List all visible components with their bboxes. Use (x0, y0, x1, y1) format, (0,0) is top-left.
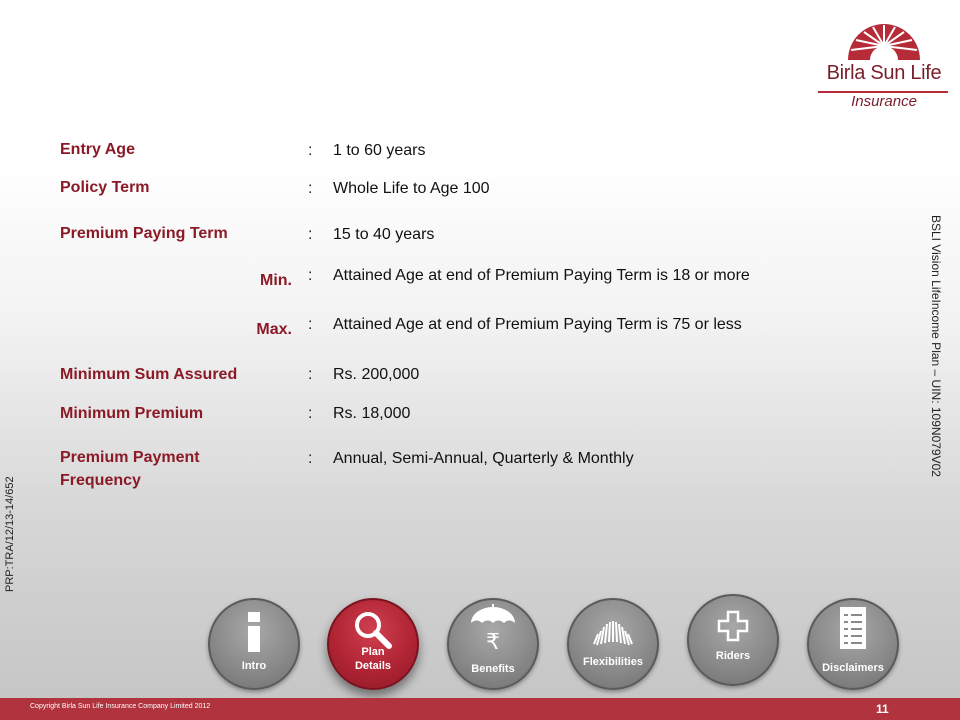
prp-side-text: PRP:TRA/12/13-14/652 (4, 476, 16, 592)
logo-sub-text: Insurance (851, 93, 917, 110)
detail-value: Rs. 18,000 (333, 405, 411, 422)
nav-flexibilities-label: Flexibilities (583, 656, 643, 668)
detail-value: 15 to 40 years (333, 226, 435, 243)
umbrella-rupee-icon (449, 606, 537, 653)
plus-icon (689, 604, 777, 648)
info-icon (210, 610, 298, 654)
detail-label: Min. (260, 272, 292, 289)
document-icon (809, 606, 897, 650)
detail-value: Rs. 200,000 (333, 366, 420, 383)
detail-value: Annual, Semi-Annual, Quarterly & Monthly (333, 450, 634, 467)
detail-label: Entry Age (60, 141, 135, 158)
nav-intro-button[interactable] (208, 598, 300, 690)
detail-value: Attained Age at end of Premium Paying Term is 75 or less (333, 316, 742, 333)
nav-intro-label: Intro (241, 660, 267, 672)
detail-colon: : (308, 366, 313, 383)
detail-colon: : (308, 450, 313, 467)
nav-benefits-button[interactable] (447, 598, 539, 690)
nav-disclaimers-button[interactable] (807, 598, 899, 690)
detail-colon: : (308, 405, 313, 422)
page-number: 11 (876, 702, 889, 716)
detail-label-line2: Frequency (60, 472, 141, 489)
detail-label: Policy Term (60, 179, 150, 196)
logo-brand-text: Birla Sun Life (826, 62, 942, 84)
detail-value: Whole Life to Age 100 (333, 180, 490, 197)
detail-colon: : (308, 142, 313, 159)
copyright-text: Copyright Birla Sun Life Insurance Company Limited 2012 (30, 703, 211, 710)
detail-value: Attained Age at end of Premium Paying Term is 18 or more (333, 267, 750, 284)
detail-label: Premium Paying Term (60, 225, 228, 242)
detail-colon: : (308, 267, 313, 284)
footer-bar (0, 698, 960, 720)
detail-colon: : (308, 180, 313, 197)
nav-riders-button[interactable] (687, 594, 779, 686)
nav-riders-label: Riders (715, 650, 751, 662)
sun-emblem-icon (844, 22, 924, 62)
detail-label: Minimum Premium (60, 405, 204, 422)
nav-flexibilities-button[interactable] (567, 598, 659, 690)
nav-benefits-label: Benefits (471, 663, 515, 675)
uin-side-text: BSLI Vision LifeIncome Plan – UIN: 109N079V02 (929, 215, 943, 477)
detail-colon: : (308, 316, 313, 333)
spring-coil-icon (569, 608, 657, 652)
detail-label: Max. (256, 321, 292, 338)
nav-plan-label-line1: Plan (361, 646, 385, 658)
detail-colon: : (308, 226, 313, 243)
nav-plan-label-line2: Details (354, 660, 392, 672)
nav-plan-details-button[interactable] (327, 598, 419, 690)
company-logo (816, 22, 952, 112)
detail-label-line1: Premium Payment (60, 449, 200, 466)
svg-text:₹: ₹ (486, 630, 500, 653)
detail-value: 1 to 60 years (333, 142, 426, 159)
detail-label: Minimum Sum Assured (60, 366, 238, 383)
nav-disclaimers-label: Disclaimers (822, 662, 884, 674)
